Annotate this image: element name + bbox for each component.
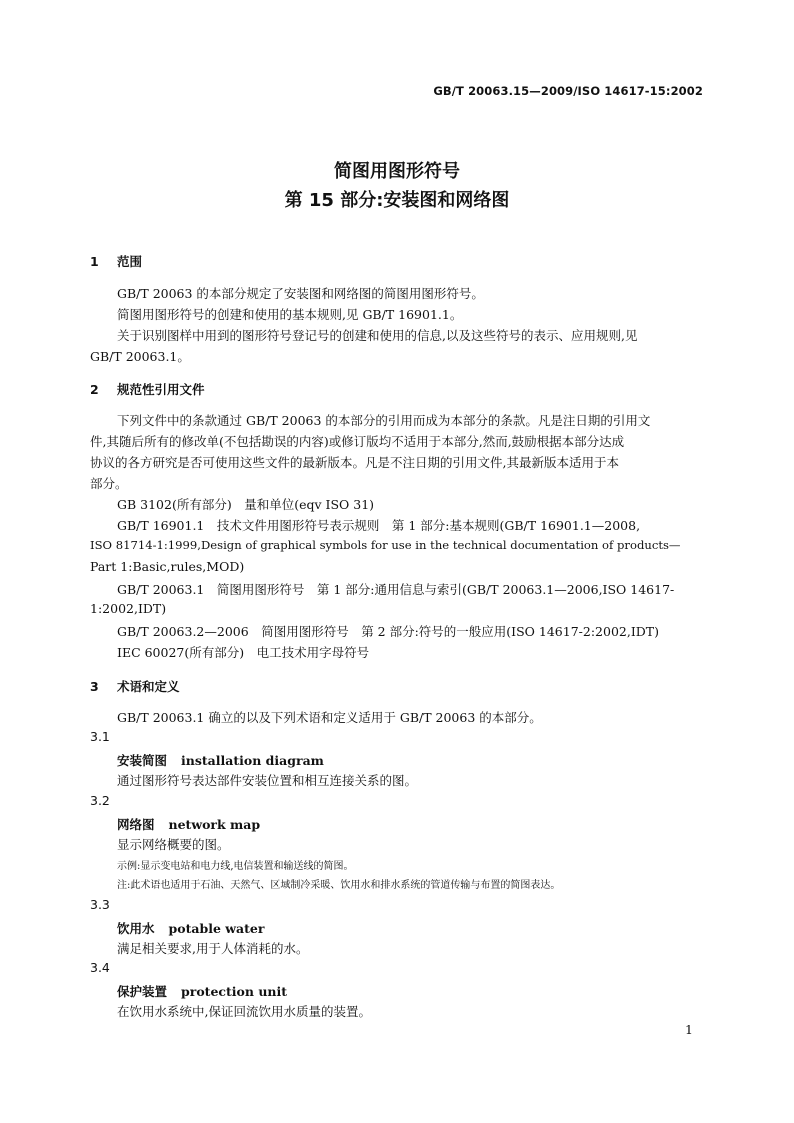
term-chinese: 安装简图 [117,753,168,768]
term-definition: 显示网络概要的图。 [117,837,230,852]
term-english: protection unit [181,984,288,999]
paragraph: 简图用图形符号的创建和使用的基本规则,见 GB/T 16901.1。 [117,307,463,322]
term-entry [117,814,260,833]
section-number: 3 [90,679,99,694]
reference-item: ISO 81714-1:1999,Design of graphical symbols for use in the technical documentation of products— [90,538,681,552]
term-number: 3.3 [90,897,110,912]
paragraph: 协议的各方研究是否可使用这些文件的最新版本。凡是不注日期的引用文件,其最新版本适用于本 [90,455,619,470]
reference-item: GB/T 16901.1 技术文件用图形符号表示规则 第 1 部分:基本规则(GB/T 16901.1—2008, [117,518,641,533]
paragraph: 部分。 [90,476,128,491]
term-chinese: 饮用水 [117,921,155,936]
page-number: 1 [685,1022,693,1037]
section-number: 2 [90,382,99,397]
term-english: network map [168,817,261,832]
reference-item: GB/T 20063.2—2006 简图用图形符号 第 2 部分:符号的一般应用(ISO 14617-2:2002,IDT) [117,624,660,639]
term-entry [117,750,324,769]
term-chinese: 保护装置 [117,984,168,999]
reference-item: 1:2002,IDT) [90,601,167,616]
document-title: 简图用图形符号 [334,161,460,182]
section-2-heading [90,380,205,398]
term-definition: 满足相关要求,用于人体消耗的水。 [117,941,309,956]
paragraph: GB/T 20063.1 确立的以及下列术语和定义适用于 GB/T 20063 的本部分。 [117,710,542,725]
paragraph: 下列文件中的条款通过 GB/T 20063 的本部分的引用而成为本部分的条款。凡是注日期的引用文 [117,413,651,428]
paragraph: 件,其随后所有的修改单(不包括勘误的内容)或修订版均不适用于本部分,然而,鼓励根据本部分达成 [90,434,625,449]
section-1-heading [90,252,142,270]
term-definition: 通过图形符号表达部件安装位置和相互连接关系的图。 [117,773,418,788]
paragraph: 关于识别图样中用到的图形符号登记号的创建和使用的信息,以及这些符号的表示、应用规则,见 [117,328,638,343]
standard-code-header: GB/T 20063.15—2009/ISO 14617-15:2002 [433,84,703,98]
section-3-heading [90,677,180,695]
reference-item: GB/T 20063.1 简图用图形符号 第 1 部分:通用信息与索引(GB/T 20063.1—2006,ISO 14617- [117,582,675,597]
reference-item: IEC 60027(所有部分) 电工技术用字母符号 [117,645,370,660]
term-entry [117,981,287,1000]
section-title: 规范性引用文件 [117,382,205,397]
section-title: 术语和定义 [117,679,180,694]
term-definition: 在饮用水系统中,保证回流饮用水质量的装置。 [117,1004,371,1019]
term-note: 注:此术语也适用于石油、天然气、区域制冷采暖、饮用水和排水系统的管道传输与布置的简图表达。 [117,880,561,891]
reference-item: Part 1:Basic,rules,MOD) [90,559,245,574]
paragraph: GB/T 20063 的本部分规定了安装图和网络图的简图用图形符号。 [117,286,484,301]
term-number: 3.4 [90,960,110,975]
reference-item: GB 3102(所有部分) 量和单位(eqv ISO 31) [117,497,375,512]
term-example: 示例:显示变电站和电力线,电信装置和输送线的简图。 [117,861,354,872]
term-number: 3.1 [90,729,110,744]
paragraph: GB/T 20063.1。 [90,349,190,364]
term-english: installation diagram [181,753,324,768]
term-english: potable water [168,921,265,936]
term-number: 3.2 [90,793,110,808]
document-subtitle: 第 15 部分:安装图和网络图 [284,190,510,211]
section-number: 1 [90,254,99,269]
term-chinese: 网络图 [117,817,155,832]
term-entry [117,918,264,937]
section-title: 范围 [117,254,143,269]
